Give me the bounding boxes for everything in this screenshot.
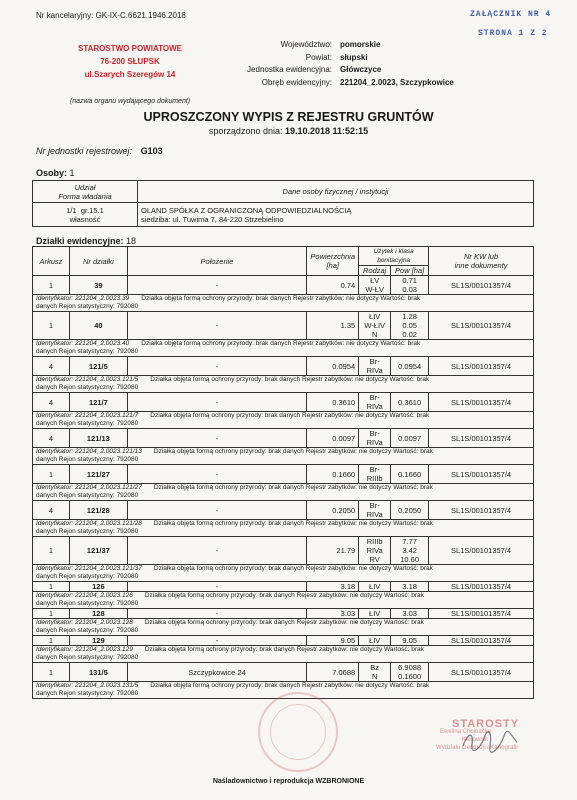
parcel-area: 3.03: [307, 609, 359, 619]
parcel-row: [33, 393, 534, 412]
office-line: 76-200 SŁUPSK: [100, 57, 160, 66]
owner-data-header: Dane osoby fizycznej / instytucji: [138, 181, 534, 203]
parcel-info: Działka objęta formą ochrony przyrody: brak danych Rejestr zabytków: nie dotyczy Wartość: brak: [153, 565, 433, 572]
meta-labels: [200, 39, 332, 89]
land-use-class: ŁIV: [369, 582, 381, 591]
parcel-arkusz: 4: [33, 429, 70, 448]
meta-label: Województwo:: [280, 40, 332, 49]
parcel-land-use: [359, 501, 391, 520]
parcel-kw: SL1S/00101357/4: [429, 501, 534, 520]
parcel-row: [33, 636, 534, 646]
parcel-info-row: [33, 520, 534, 537]
header-arkusz: Arkusz: [33, 247, 70, 276]
parcel-row: [33, 465, 534, 484]
parcel-kw: SL1S/00101357/4: [429, 276, 534, 295]
parcel-kw: SL1S/00101357/4: [429, 663, 534, 682]
parcel-location: -: [127, 312, 306, 340]
parcel-arkusz: 4: [33, 501, 70, 520]
issue-date: [0, 126, 577, 136]
parcel-land-use: [359, 312, 391, 340]
parcels-header-row: [33, 247, 534, 266]
class-area-value: 6.9088: [398, 663, 422, 672]
parcel-class-area: [391, 465, 429, 484]
parcel-info: Działka objęta formą ochrony przyrody: brak danych Rejestr zabytków: nie dotyczy Wartość: brak: [141, 295, 421, 302]
parcel-land-use: [359, 393, 391, 412]
registry-unit-label: Nr jednostki rejestrowej:: [36, 146, 133, 156]
header-text: Nr KW lub: [463, 252, 499, 261]
parcel-row: [33, 276, 534, 295]
parcel-kw: SL1S/00101357/4: [429, 429, 534, 448]
class-area-value: 0.3610: [398, 397, 422, 407]
parcel-identifier: Identyfikator: 221204_2.0023.126: [36, 592, 133, 599]
parcel-kw: SL1S/00101357/4: [429, 609, 534, 619]
parcel-identifier: Identyfikator: 221204_2.0023.121/37: [36, 565, 142, 572]
parcel-info: Działka objęta formą ochrony przyrody: brak danych Rejestr zabytków: nie dotyczy Wartość: brak: [150, 376, 430, 383]
class-area-value: 0.71: [402, 276, 417, 285]
header-pow: [307, 247, 359, 276]
class-area-value: 9.05: [402, 636, 417, 645]
signature-scribble: [460, 728, 520, 754]
parcel-info-cell: [33, 376, 534, 393]
parcel-number: 39: [69, 276, 127, 295]
parcel-class-area: [391, 663, 429, 682]
parcel-number: 131/5: [69, 663, 127, 682]
parcel-kw: SL1S/00101357/4: [429, 393, 534, 412]
parcel-info: Działka objęta formą ochrony przyrody: brak danych Rejestr zabytków: nie dotyczy Wartość: brak: [141, 340, 421, 347]
parcel-info-row: [33, 592, 534, 609]
land-use-class: ŁV: [370, 276, 380, 285]
parcel-info-cell: [33, 619, 534, 636]
issuing-office: [50, 42, 210, 81]
parcel-info-row: [33, 412, 534, 429]
parcel-location: -: [127, 429, 306, 448]
parcel-info-row: [33, 646, 534, 663]
parcel-location: -: [127, 393, 306, 412]
parcel-number: 121/37: [69, 537, 127, 565]
parcel-info-continued: danych Rejon statystyczny: 792080: [36, 348, 139, 355]
parcel-location: -: [127, 465, 306, 484]
land-use-class: Br-RIVa: [366, 501, 383, 519]
parcel-identifier: Identyfikator: 221204_2.0023.121/28: [36, 520, 142, 527]
parcel-location: -: [127, 357, 306, 376]
attachment-label: ZAŁĄCZNIK NR 4: [470, 10, 552, 19]
parcel-area: 0.2050: [307, 501, 359, 520]
parcel-kw: SL1S/00101357/4: [429, 357, 534, 376]
parcel-location: -: [127, 501, 306, 520]
meta-label: Jednostka ewidencyjna:: [247, 65, 332, 74]
parcel-identifier: Identyfikator: 221204_2.0023.129: [36, 646, 133, 653]
parcel-info: Działka objęta formą ochrony przyrody: brak danych Rejestr zabytków: nie dotyczy Wartość: brak: [153, 448, 433, 455]
parcel-land-use: [359, 663, 391, 682]
parcel-area: 0.0954: [307, 357, 359, 376]
parcels-count: [36, 236, 136, 246]
class-area-value: 0.0954: [398, 361, 422, 371]
land-use-class: W-ŁV: [365, 285, 384, 294]
parcel-arkusz: 4: [33, 393, 70, 412]
parcel-land-use: [359, 609, 391, 619]
parcel-area: 0.3610: [307, 393, 359, 412]
parcel-number: 121/5: [69, 357, 127, 376]
parcel-number: 128: [69, 609, 127, 619]
page-counter: STRONA 1 Z 2: [478, 29, 548, 38]
header-uzytek: Użytek i klasa bonitacyjna: [359, 247, 429, 266]
parcel-info-row: [33, 565, 534, 582]
parcel-identifier: Identyfikator: 221204_2.0023.131/5: [36, 682, 139, 689]
group-value: gr.15.1: [80, 205, 104, 215]
parcel-number: 121/28: [69, 501, 127, 520]
parcel-info-continued: danych Rejon statystyczny: 792080: [36, 384, 139, 391]
class-area-value: 3.18: [402, 582, 417, 591]
parcel-location: -: [127, 636, 306, 646]
owner-table: [32, 180, 534, 227]
land-use-class: ŁIV: [369, 636, 381, 645]
ownership-form: własność: [69, 214, 101, 224]
meta-label: Powiat:: [305, 52, 332, 62]
office-line: STAROSTWO POWIATOWE: [78, 44, 182, 53]
parcel-location: -: [127, 582, 306, 592]
parcel-arkusz: 1: [33, 582, 70, 592]
stamp-line: STAROSTY: [452, 718, 520, 730]
land-use-class: Br-RIVa: [366, 357, 383, 375]
parcel-row: [33, 501, 534, 520]
parcel-area: 7.0688: [307, 663, 359, 682]
parcel-info-row: [33, 619, 534, 636]
parcel-class-area: [391, 429, 429, 448]
class-area-value: 0.03: [402, 285, 417, 294]
parcel-number: 129: [69, 636, 127, 646]
parcel-number: 121/13: [69, 429, 127, 448]
meta-value: 221204_2.0023, Szczypkowice: [340, 77, 454, 87]
parcel-arkusz: 1: [33, 465, 70, 484]
document-title: UPROSZCZONY WYPIS Z REJESTRU GRUNTÓW: [143, 110, 434, 124]
parcel-info-continued: danych Rejon statystyczny: 792080: [36, 528, 139, 535]
parcel-info: Działka objęta formą ochrony przyrody: brak danych Rejestr zabytków: nie dotyczy Wartość: brak: [144, 646, 424, 653]
land-use-class: RIVa: [366, 546, 383, 555]
land-use-class: Br-RIIIb: [366, 465, 383, 483]
header-text: Powierzchnia: [310, 252, 355, 261]
parcel-info-cell: [33, 565, 534, 582]
office-line: ul.Szarych Szeregów 14: [84, 70, 176, 79]
official-seal-inner: [270, 704, 326, 760]
parcel-location: -: [127, 276, 306, 295]
parcel-row: [33, 582, 534, 592]
parcel-class-area: [391, 582, 429, 592]
parcel-number: 121/7: [69, 393, 127, 412]
land-use-class: Br-RIVa: [366, 429, 383, 447]
parcel-info-continued: danych Rejon statystyczny: 792080: [36, 456, 139, 463]
parcel-class-area: [391, 609, 429, 619]
parcel-identifier: Identyfikator: 221204_2.0023.121/5: [36, 376, 139, 383]
parcel-class-area: [391, 393, 429, 412]
meta-label: Obręb ewidencyjny:: [261, 77, 332, 87]
parcel-info-cell: [33, 448, 534, 465]
share-value: 1/1: [66, 205, 77, 215]
header-text: inne dokumenty: [454, 261, 508, 270]
registry-unit: [36, 146, 163, 156]
parcel-area: 0.1660: [307, 465, 359, 484]
parcel-class-area: [391, 537, 429, 565]
class-area-value: 0.05: [402, 321, 417, 330]
parcels-value: 18: [126, 236, 137, 246]
meta-value: pomorskie: [340, 40, 381, 49]
parcel-arkusz: 1: [33, 663, 70, 682]
owner-header-row: [33, 181, 534, 203]
parcel-row: [33, 357, 534, 376]
parcel-area: 1.35: [307, 312, 359, 340]
parcel-arkusz: 4: [33, 357, 70, 376]
owner-share-cell: [33, 203, 138, 227]
land-use-class: W-ŁIV: [364, 321, 386, 330]
land-use-class: Bz: [370, 663, 380, 672]
office-caption: (nazwa organu wydającego dokument): [69, 98, 191, 105]
parcel-class-area: [391, 501, 429, 520]
parcel-land-use: [359, 636, 391, 646]
parcel-area: 21.79: [307, 537, 359, 565]
parcel-info: Działka objęta formą ochrony przyrody: brak danych Rejestr zabytków: nie dotyczy Wartość: brak: [144, 592, 424, 599]
parcel-info-continued: danych Rejon statystyczny: 792080: [36, 492, 139, 499]
parcel-class-area: [391, 312, 429, 340]
meta-value: słupski: [340, 52, 368, 62]
header-nr: Nr działki: [69, 247, 127, 276]
parcel-info-cell: [33, 520, 534, 537]
parcel-info-cell: [33, 412, 534, 429]
land-use-class: N: [371, 672, 378, 681]
parcel-area: 0.74: [307, 276, 359, 295]
parcel-info-row: [33, 376, 534, 393]
parcel-land-use: [359, 357, 391, 376]
parcel-land-use: [359, 537, 391, 565]
reproduction-notice: Naśladownictwo i reprodukcja WZBRONIONE: [212, 778, 365, 785]
header-kw: [429, 247, 534, 276]
parcel-arkusz: 1: [33, 609, 70, 619]
stamp-line: Wydziału Geodezji i Kartografii: [436, 745, 518, 751]
owner-address: siedziba: ul. Tuwima 7, 84-220 Strzebielino: [141, 214, 284, 224]
header-text: Forma władania: [58, 191, 112, 201]
land-use-class: RIIIb: [366, 537, 383, 546]
parcel-land-use: [359, 465, 391, 484]
parcel-location: -: [127, 609, 306, 619]
class-area-value: 3.03: [402, 609, 417, 618]
parcel-info-continued: danych Rejon statystyczny: 792080: [36, 627, 139, 634]
parcel-info-cell: [33, 295, 534, 312]
class-area-value: 0.02: [402, 330, 417, 339]
owner-row: [33, 203, 534, 227]
parcel-kw: SL1S/00101357/4: [429, 636, 534, 646]
parcel-info-row: [33, 448, 534, 465]
parcel-class-area: [391, 276, 429, 295]
parcels-label: Działki ewidencyjne:: [36, 236, 124, 246]
owner-share-header: [33, 181, 138, 203]
parcel-arkusz: 1: [33, 636, 70, 646]
parcel-location: -: [127, 537, 306, 565]
class-area-value: 1.28: [402, 312, 417, 321]
meta-value: Główczyce: [340, 65, 382, 74]
parcel-info-continued: danych Rejon statystyczny: 792080: [36, 690, 139, 697]
parcel-number: 126: [69, 582, 127, 592]
class-area-value: 0.1660: [398, 469, 422, 479]
registry-unit-value: G103: [140, 146, 163, 156]
parcel-kw: SL1S/00101357/4: [429, 582, 534, 592]
parcel-row: [33, 663, 534, 682]
owner-details-cell: [138, 203, 534, 227]
parcel-land-use: [359, 582, 391, 592]
parcel-number: 40: [69, 312, 127, 340]
stamp-line: Kierownik: [462, 737, 489, 743]
parcel-area: 3.18: [307, 582, 359, 592]
land-use-class: RV: [369, 555, 380, 564]
parcel-area: 9.05: [307, 636, 359, 646]
parcel-info-cell: [33, 484, 534, 501]
parcel-info-row: [33, 295, 534, 312]
parcel-row: [33, 429, 534, 448]
header-polozenie: Położenie: [127, 247, 306, 276]
parcel-identifier: Identyfikator: 221204_2.0023.128: [36, 619, 133, 626]
parcels-table: [32, 246, 534, 699]
parcel-info: Działka objęta formą ochrony przyrody: brak danych Rejestr zabytków: nie dotyczy Wartość: brak: [153, 484, 433, 491]
land-use-class: Br-RIVa: [366, 393, 383, 411]
persons-value: 1: [69, 168, 75, 178]
header-pow-ha: Pow [ha]: [391, 266, 429, 276]
persons-label: Osoby:: [36, 168, 68, 178]
header-text: Udział: [74, 182, 96, 192]
parcel-info-continued: danych Rejon statystyczny: 792080: [36, 654, 139, 661]
parcel-kw: SL1S/00101357/4: [429, 537, 534, 565]
parcel-row: [33, 537, 534, 565]
parcel-identifier: Identyfikator: 221204_2.0023.121/27: [36, 484, 142, 491]
land-use-class: N: [371, 330, 378, 339]
parcel-kw: SL1S/00101357/4: [429, 312, 534, 340]
parcel-land-use: [359, 429, 391, 448]
parcel-row: [33, 312, 534, 340]
header-text: [ha]: [326, 261, 339, 270]
parcel-info-cell: [33, 646, 534, 663]
parcel-info: Działka objęta formą ochrony przyrody: brak danych Rejestr zabytków: nie dotyczy Wartość: brak: [144, 619, 424, 626]
class-area-value: 10.60: [400, 555, 420, 564]
parcel-identifier: Identyfikator: 221204_2.0023.121/13: [36, 448, 142, 455]
parcel-info-row: [33, 484, 534, 501]
parcel-arkusz: 1: [33, 312, 70, 340]
parcel-info-continued: danych Rejon statystyczny: 792080: [36, 303, 139, 310]
meta-values: [340, 39, 454, 89]
parcel-identifier: Identyfikator: 221204_2.0023.39: [36, 295, 130, 302]
land-use-class: ŁIV: [369, 609, 381, 618]
class-area-value: 0.2050: [398, 505, 422, 515]
class-area-value: 3.42: [402, 546, 417, 555]
parcel-info-cell: [33, 592, 534, 609]
parcel-number: 121/27: [69, 465, 127, 484]
parcel-class-area: [391, 636, 429, 646]
parcel-location: Szczypkowice 24: [127, 663, 306, 682]
issue-date-label: sporządzono dnia:: [208, 126, 283, 136]
class-area-value: 0.0097: [398, 433, 422, 443]
parcel-info: Działka objęta formą ochrony przyrody: brak danych Rejestr zabytków: nie dotyczy Wartość: brak: [150, 412, 430, 419]
kancelaryjny-number: Nr kancelaryjny: GK-IX-C.6621.1946.2018: [36, 11, 186, 20]
land-use-class: ŁIV: [369, 312, 381, 321]
parcel-info-continued: danych Rejon statystyczny: 792080: [36, 420, 139, 427]
class-area-value: 7.77: [402, 537, 417, 546]
parcel-identifier: Identyfikator: 221204_2.0023.121/7: [36, 412, 139, 419]
issue-date-value: 19.10.2018 11:52:15: [285, 126, 369, 136]
parcel-identifier: Identyfikator: 221204_2.0023.40: [36, 340, 130, 347]
parcel-row: [33, 609, 534, 619]
parcel-info-row: [33, 340, 534, 357]
stamp-line: Ewelina Chojnacka: [440, 729, 492, 735]
parcel-info-cell: [33, 340, 534, 357]
parcel-arkusz: 1: [33, 276, 70, 295]
parcel-kw: SL1S/00101357/4: [429, 465, 534, 484]
parcel-info-continued: danych Rejon statystyczny: 792080: [36, 573, 139, 580]
parcel-area: 0.0097: [307, 429, 359, 448]
owner-name: OLAND SPÓŁKA Z OGRANICZONĄ ODPOWIEDZIALNOŚCIĄ: [141, 205, 352, 215]
parcel-class-area: [391, 357, 429, 376]
parcel-land-use: [359, 276, 391, 295]
class-area-value: 0.1600: [398, 672, 422, 681]
parcel-info: Działka objęta formą ochrony przyrody: brak danych Rejestr zabytków: nie dotyczy Wartość: brak: [153, 520, 433, 527]
header-rodzaj: Rodzaj: [359, 266, 391, 276]
parcel-info: Działka objęta formą ochrony przyrody: brak danych Rejestr zabytków: nie dotyczy Wartość: brak: [150, 682, 430, 689]
persons-count: [36, 168, 75, 178]
parcel-arkusz: 1: [33, 537, 70, 565]
parcel-info-continued: danych Rejon statystyczny: 792080: [36, 600, 139, 607]
